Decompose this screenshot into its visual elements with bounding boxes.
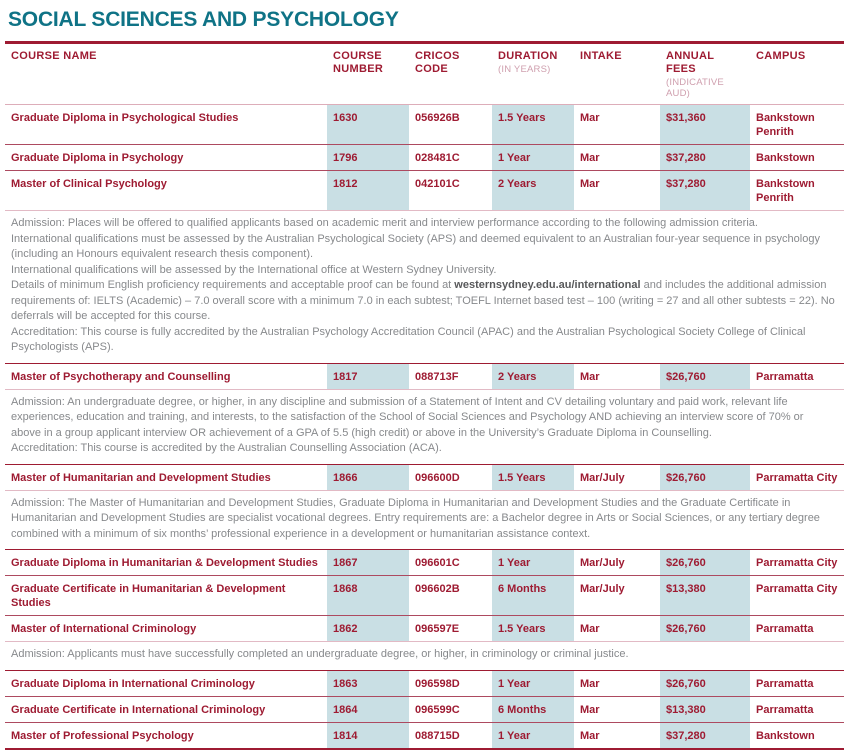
course-number-cell: 1866 bbox=[327, 465, 409, 490]
header-sublabel: (IN YEARS) bbox=[498, 64, 551, 75]
annual-fees-cell: $31,360 bbox=[660, 105, 750, 144]
note-text: Admission: An undergraduate degree, or higher, in any discipline and submission of a Statement of Intent and CV detailing voluntary and paid work, relevant life experiences, education and training, and interests, to the satisfaction of the School of Social Sciences and Psychology AND achieving an interview score of 70% or above in a group applicant interview OR achievement of a GPA of 5.5 (high credit) or above in the University’s Graduate Diploma in Counselling. bbox=[11, 395, 804, 439]
note-text: Admission: Places will be offered to qualified applicants based on academic merit and interview performance according to the following admission criteria. bbox=[11, 217, 758, 229]
annual-fees-cell: $13,380 bbox=[660, 697, 750, 722]
note-text: Details of minimum English proficiency requirements and acceptable proof can be found at bbox=[11, 279, 455, 291]
campus-value: Bankstown bbox=[756, 178, 815, 190]
note-line bbox=[11, 441, 836, 457]
campus-value: Penrith bbox=[756, 126, 794, 138]
header-label: COURSE NUMBER bbox=[333, 50, 384, 75]
col-header-campus bbox=[750, 44, 844, 104]
col-header-intake bbox=[574, 44, 660, 104]
note-text: Accreditation: This course is fully accredited by the Australian Psychology Accreditation Council (APAC) and the Australian Psychological Society College of Clinical Psychologists (APS). bbox=[11, 325, 806, 353]
campus-value: Parramatta City bbox=[756, 557, 838, 569]
table-row bbox=[5, 575, 844, 615]
campus-cell bbox=[750, 616, 844, 641]
annual-fees-cell: $26,760 bbox=[660, 671, 750, 696]
duration-cell: 1 Year bbox=[492, 671, 574, 696]
cricos-code-cell: 096602B bbox=[415, 583, 460, 595]
cricos-code-cell: 096598D bbox=[415, 677, 460, 690]
table-row bbox=[5, 170, 844, 210]
intake-cell: Mar/July bbox=[580, 471, 625, 484]
intake-cell: Mar bbox=[580, 112, 600, 124]
campus-value: Parramatta City bbox=[756, 583, 838, 595]
header-label: INTAKE bbox=[580, 50, 622, 62]
note-line bbox=[11, 496, 836, 543]
campus-value: Bankstown bbox=[756, 729, 815, 742]
campus-cell bbox=[750, 145, 844, 170]
note-line bbox=[11, 232, 836, 263]
duration-cell: 2 Years bbox=[492, 171, 574, 210]
annual-fees-cell: $37,280 bbox=[660, 145, 750, 170]
header-label: DURATION bbox=[498, 50, 558, 62]
course-number-cell: 1867 bbox=[327, 550, 409, 575]
course-number-cell: 1812 bbox=[327, 171, 409, 210]
cricos-code-cell: 028481C bbox=[415, 152, 460, 164]
campus-cell bbox=[750, 105, 844, 144]
intake-cell: Mar bbox=[580, 370, 600, 383]
intake-cell: Mar bbox=[580, 729, 600, 742]
course-number-cell: 1868 bbox=[327, 576, 409, 615]
campus-cell bbox=[750, 550, 844, 575]
campus-cell bbox=[750, 171, 844, 210]
cricos-code-cell: 096600D bbox=[415, 471, 460, 484]
website-link[interactable]: westernsydney.edu.au/international bbox=[454, 279, 641, 291]
header-label: COURSE NAME bbox=[11, 50, 97, 62]
table-row bbox=[5, 363, 844, 389]
duration-cell: 1.5 Years bbox=[492, 465, 574, 490]
admission-note bbox=[5, 641, 844, 670]
course-name-cell: Master of Professional Psychology bbox=[11, 729, 194, 742]
col-header-course-name bbox=[5, 44, 327, 104]
duration-cell: 1.5 Years bbox=[492, 105, 574, 144]
cricos-code-cell: 088715D bbox=[415, 729, 460, 742]
course-name-cell: Graduate Diploma in International Criminology bbox=[11, 677, 255, 690]
duration-cell: 1.5 Years bbox=[492, 616, 574, 641]
note-line bbox=[11, 647, 836, 663]
duration-cell: 1 Year bbox=[492, 550, 574, 575]
campus-value: Parramatta bbox=[756, 370, 814, 383]
campus-value: Parramatta bbox=[756, 677, 814, 690]
courses-table bbox=[5, 41, 844, 750]
annual-fees-cell: $26,760 bbox=[660, 364, 750, 389]
note-line bbox=[11, 263, 836, 279]
table-row bbox=[5, 549, 844, 575]
course-number-cell: 1864 bbox=[327, 697, 409, 722]
col-header-duration bbox=[492, 44, 574, 104]
annual-fees-cell: $13,380 bbox=[660, 576, 750, 615]
duration-cell: 2 Years bbox=[492, 364, 574, 389]
page-title: SOCIAL SCIENCES AND PSYCHOLOGY bbox=[8, 8, 399, 31]
intake-cell: Mar bbox=[580, 623, 600, 635]
campus-value: Penrith bbox=[756, 192, 794, 204]
campus-cell bbox=[750, 364, 844, 389]
note-text: Accreditation: This course is accredited by the Australian Counselling Association (ACA). bbox=[11, 442, 442, 454]
course-name-cell: Graduate Diploma in Psychological Studies bbox=[11, 112, 239, 124]
campus-value: Bankstown bbox=[756, 152, 815, 164]
table-header-row bbox=[5, 44, 844, 105]
annual-fees-cell: $26,760 bbox=[660, 465, 750, 490]
note-line bbox=[11, 395, 836, 442]
table-row bbox=[5, 144, 844, 170]
campus-cell bbox=[750, 697, 844, 722]
note-line bbox=[11, 216, 836, 232]
course-number-cell: 1817 bbox=[327, 364, 409, 389]
duration-cell: 6 Months bbox=[492, 576, 574, 615]
cricos-code-cell: 096597E bbox=[415, 623, 460, 635]
intake-cell: Mar bbox=[580, 178, 600, 190]
intake-cell: Mar bbox=[580, 152, 600, 164]
note-text: International qualifications must be assessed by the Australian Psychological Society (APS) and deemed equivalent to an Australian four-year sequence in psychology (including an Honours equivalent research thesis component). bbox=[11, 232, 820, 260]
col-header-annual-fees bbox=[660, 44, 750, 104]
cricos-code-cell: 042101C bbox=[415, 178, 460, 190]
table-body bbox=[5, 105, 844, 748]
duration-cell: 6 Months bbox=[492, 697, 574, 722]
course-number-cell: 1863 bbox=[327, 671, 409, 696]
campus-cell bbox=[750, 465, 844, 490]
course-number-cell: 1862 bbox=[327, 616, 409, 641]
campus-value: Parramatta bbox=[756, 703, 814, 716]
campus-cell bbox=[750, 671, 844, 696]
admission-note bbox=[5, 389, 844, 464]
intake-cell: Mar/July bbox=[580, 583, 625, 595]
campus-cell bbox=[750, 576, 844, 615]
table-row bbox=[5, 105, 844, 144]
course-name-cell: Graduate Certificate in International Criminology bbox=[11, 703, 266, 716]
header-sublabel: (INDICATIVE AUD) bbox=[666, 77, 724, 99]
intake-cell: Mar bbox=[580, 677, 600, 690]
duration-cell: 1 Year bbox=[492, 723, 574, 748]
duration-cell: 1 Year bbox=[492, 145, 574, 170]
note-text: Admission: The Master of Humanitarian and Development Studies, Graduate Diploma in Humanitarian and Development Studies and the Graduate Certificate in Humanitarian and Development Studies are specialist vocational degrees. Entry requirements are: a Bachelor degree in Arts or Social Sciences, or any tertiary degree combined with a minimum of six months’ professional experience in a development or humanitarian assistance context. bbox=[11, 496, 820, 540]
intake-cell: Mar bbox=[580, 703, 600, 716]
cricos-code-cell: 088713F bbox=[415, 370, 459, 383]
course-name-cell: Graduate Diploma in Humanitarian & Development Studies bbox=[11, 557, 318, 569]
note-text: and includes the additional admission requirements of: IELTS (Academic) – 7.0 overall score with a minimum 7.0 in each subtest; TOEFL Internet based test – 100 (writing = 27 and all other subtests = 22). No deferrals will be accepted for this course. bbox=[11, 279, 835, 322]
header-label: CAMPUS bbox=[756, 50, 806, 62]
annual-fees-cell: $37,280 bbox=[660, 723, 750, 748]
admission-note bbox=[5, 490, 844, 550]
table-row bbox=[5, 722, 844, 748]
campus-value: Bankstown bbox=[756, 112, 815, 124]
course-name-cell: Master of Clinical Psychology bbox=[11, 178, 167, 190]
annual-fees-cell: $37,280 bbox=[660, 171, 750, 210]
header-label: CRICOS CODE bbox=[415, 50, 460, 75]
header-label: ANNUAL FEES bbox=[666, 50, 715, 75]
campus-value: Parramatta City bbox=[756, 471, 838, 484]
intake-cell: Mar/July bbox=[580, 557, 625, 569]
course-number-cell: 1814 bbox=[327, 723, 409, 748]
annual-fees-cell: $26,760 bbox=[660, 550, 750, 575]
table-row bbox=[5, 696, 844, 722]
course-number-cell: 1796 bbox=[327, 145, 409, 170]
note-text: International qualifications will be assessed by the International office at Western Sydney University. bbox=[11, 263, 497, 276]
col-header-course-number bbox=[327, 44, 409, 104]
note-line bbox=[11, 278, 836, 325]
course-name-cell: Master of International Criminology bbox=[11, 623, 197, 635]
campus-cell bbox=[750, 723, 844, 748]
table-row bbox=[5, 615, 844, 641]
course-name-cell: Graduate Diploma in Psychology bbox=[11, 152, 184, 164]
course-name-cell: Graduate Certificate in Humanitarian & Development Studies bbox=[11, 583, 286, 609]
course-number-cell: 1630 bbox=[327, 105, 409, 144]
cricos-code-cell: 096601C bbox=[415, 557, 460, 569]
cricos-code-cell: 096599C bbox=[415, 703, 460, 716]
admission-note bbox=[5, 210, 844, 363]
note-line bbox=[11, 325, 836, 356]
table-row bbox=[5, 464, 844, 490]
campus-value: Parramatta bbox=[756, 623, 814, 635]
table-row bbox=[5, 670, 844, 696]
col-header-cricos-code bbox=[409, 44, 492, 104]
annual-fees-cell: $26,760 bbox=[660, 616, 750, 641]
course-name-cell: Master of Psychotherapy and Counselling bbox=[11, 370, 231, 383]
course-name-cell: Master of Humanitarian and Development Studies bbox=[11, 471, 271, 484]
cricos-code-cell: 056926B bbox=[415, 112, 460, 124]
note-text: Admission: Applicants must have successfully completed an undergraduate degree, or higher, in criminology or criminal justice. bbox=[11, 648, 629, 660]
